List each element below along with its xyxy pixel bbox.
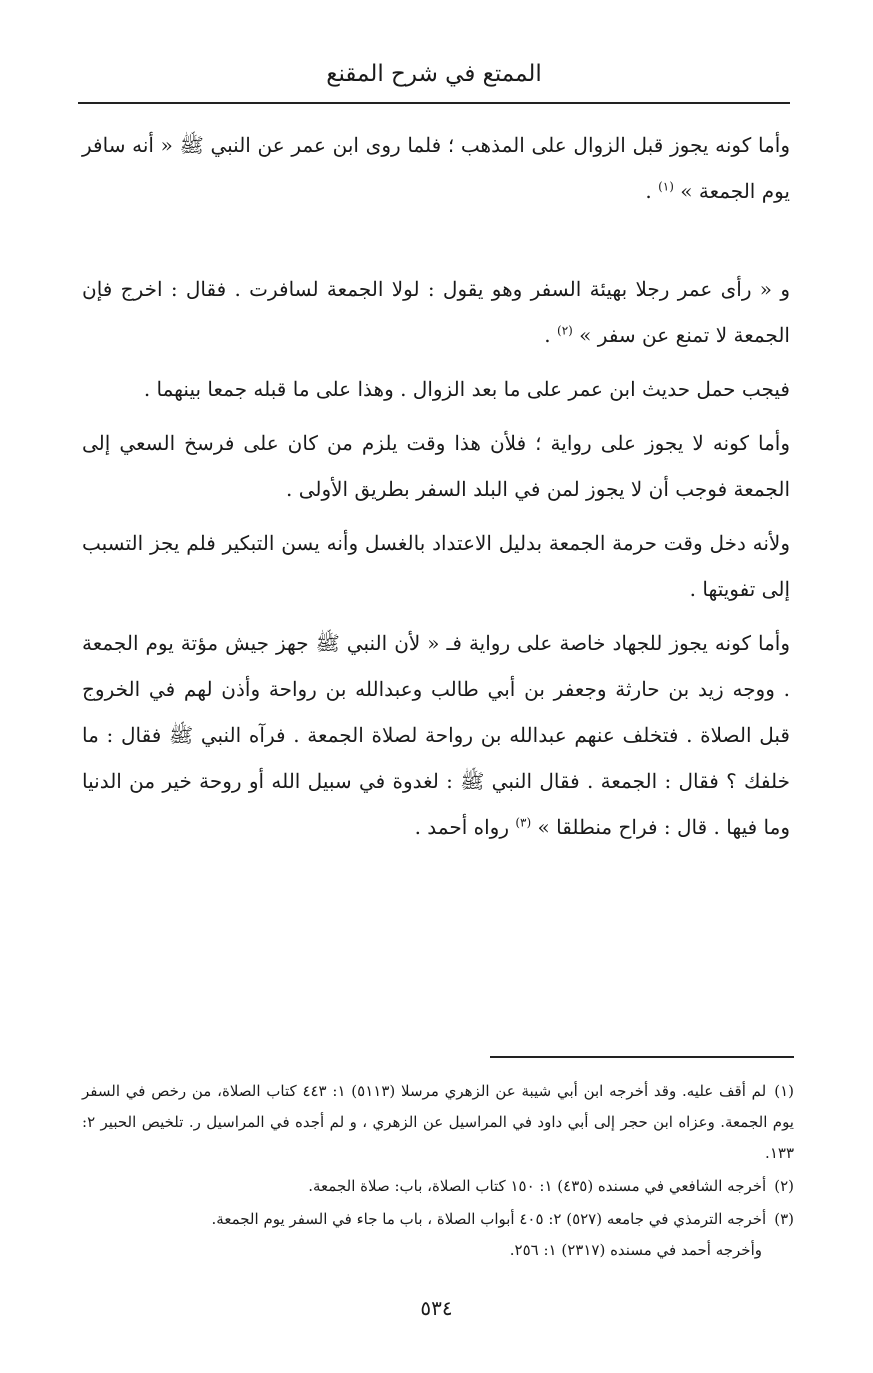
paragraph-1 [82, 122, 790, 214]
paragraph-tail: رواه أحمد . [414, 815, 516, 839]
footnote-ref-3: (٣) [515, 815, 532, 830]
footnote-text: أخرجه الشافعي في مسنده (٤٣٥) ١: ١٥٠ كتاب الصلاة، باب: صلاة الجمعة. [308, 1177, 767, 1195]
paragraph-text: و « رأى عمر رجلا بهيئة السفر وهو يقول : لولا الجمعة لسافرت . فقال : اخرج فإن الجمعة لا تمنع عن سفر » [82, 277, 790, 347]
paragraph-text: وأما كونه لا يجوز على رواية ؛ فلأن هذا وقت يلزم من كان على فرسخ السعي إلى الجمعة فوجب أن لا يجوز لمن في البلد السفر بطريق الأولى . [82, 431, 790, 501]
footnote-3 [82, 1204, 794, 1266]
footnote-text: أخرجه الترمذي في جامعه (٥٢٧) ٢: ٤٠٥ أبواب الصلاة ، باب ما جاء في السفر يوم الجمعة. [211, 1210, 767, 1228]
footnote-number: (٢) [774, 1177, 794, 1195]
paragraph-3 [82, 366, 790, 412]
header-rule [78, 102, 790, 104]
footnote-ref-2: (٢) [557, 323, 573, 338]
paragraph-text: ولأنه دخل وقت حرمة الجمعة بدليل الاعتداد بالغسل وأنه يسن التبكير فلم يجز التسبب إلى تفويتها . [82, 531, 790, 601]
footnote-2 [82, 1171, 794, 1202]
paragraph-tail: . [544, 323, 557, 347]
paragraph-tail: . [645, 179, 659, 203]
footnote-rule [490, 1056, 794, 1058]
footnote-text: لم أقف عليه. وقد أخرجه ابن أبي شيبة عن الزهري مرسلا (٥١١٣) ١: ٤٤٣ كتاب الصلاة، من رخص في السفر يوم الجمعة. وعزاه ابن حجر إلى أبي داود في المراسيل عن الزهري ، و لم أجده في المراسيل ر. تلخيص الحبير ٢: ١٣٣. [82, 1082, 794, 1162]
main-text [82, 122, 790, 858]
footnote-ref-1: (١) [658, 179, 674, 194]
paragraph-2 [82, 266, 790, 358]
paragraph-5 [82, 520, 790, 612]
paragraph-6 [82, 620, 790, 850]
paragraph-text: وأما كونه يجوز قبل الزوال على المذهب ؛ فلما روى ابن عمر عن النبي ﷺ « أنه سافر يوم الجمعة » [82, 133, 790, 203]
footnote-number: (١) [774, 1082, 794, 1100]
footnote-text-continued: وأخرجه أحمد في مسنده (٢٣١٧) ١: ٢٥٦. [509, 1241, 762, 1259]
footnotes [82, 1076, 794, 1268]
paragraph-text: وأما كونه يجوز للجهاد خاصة على رواية فـ « لأن النبي ﷺ جهز جيش مؤتة يوم الجمعة . ووجه زيد بن حارثة وجعفر بن أبي طالب وعبدالله بن رواحة وأذن لهم في الخروج قبل الصلاة . فتخلف عنهم عبدالله بن رواحة لصلاة الجمعة . فرآه النبي ﷺ فقال : ما خلفك ؟ فقال : الجمعة . فقال النبي ﷺ : لغدوة في سبيل الله أو روحة خير من الدنيا وما فيها . قال : فراح منطلقا » [82, 631, 790, 839]
footnote-1 [82, 1076, 794, 1169]
paragraph-4 [82, 420, 790, 512]
paragraph-text: فيجب حمل حديث ابن عمر على ما بعد الزوال . وهذا على ما قبله جمعا بينهما . [143, 377, 790, 401]
running-header: الممتع في شرح المقنع [326, 61, 542, 87]
footnote-number: (٣) [774, 1210, 794, 1228]
page-number: ٥٣٤ [420, 1296, 453, 1320]
